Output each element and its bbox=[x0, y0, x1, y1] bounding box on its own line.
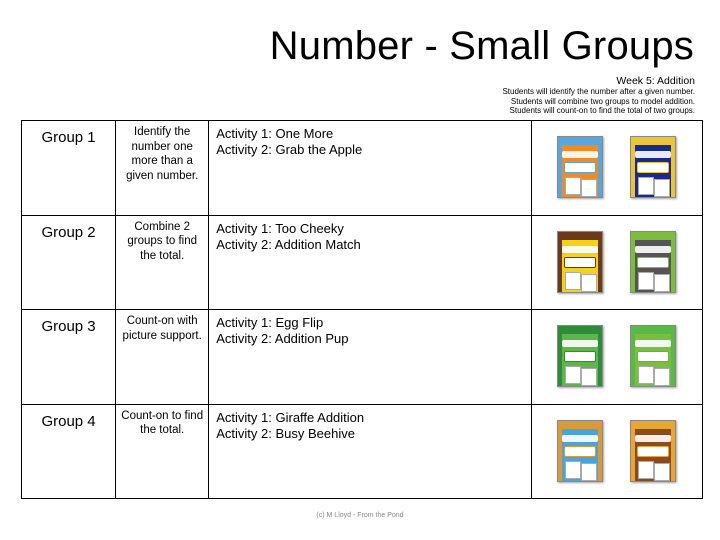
group-activities-cell bbox=[209, 121, 531, 216]
addition-match-cover-icon bbox=[630, 231, 676, 293]
group-name-cell bbox=[22, 121, 116, 216]
group-description-cell bbox=[116, 310, 209, 405]
group-description-cell bbox=[116, 121, 209, 216]
addition-pup-cover-icon bbox=[630, 325, 676, 387]
group-activities-cell bbox=[209, 215, 531, 310]
page-title: Number - Small Groups bbox=[269, 24, 694, 68]
group-resources-cell bbox=[531, 404, 702, 499]
egg-flip-cover-icon bbox=[557, 325, 603, 387]
activity-item: Activity 2: Addition Match bbox=[216, 236, 361, 252]
group-name-cell bbox=[22, 310, 116, 405]
group-description: Count-on to find the total. bbox=[121, 409, 204, 436]
group-description: Count-on with picture support. bbox=[122, 315, 202, 342]
group-name: Group 4 bbox=[41, 412, 96, 430]
group-name: Group 2 bbox=[41, 223, 96, 241]
activity-item: Activity 2: Grab the Apple bbox=[216, 142, 363, 157]
objective-2: Students will combine two groups to model addition. bbox=[510, 96, 695, 106]
group-name-cell bbox=[22, 215, 116, 310]
groups-table bbox=[21, 120, 703, 499]
group-description-cell bbox=[116, 215, 209, 310]
group-resources-cell bbox=[531, 310, 702, 405]
week-label: Week 5: Addition bbox=[616, 75, 695, 87]
group-row bbox=[22, 215, 703, 310]
group-activities-cell bbox=[209, 310, 531, 405]
group-name-cell bbox=[22, 404, 116, 499]
group-description: Combine 2 groups to find the total. bbox=[127, 220, 198, 262]
group-name: Group 3 bbox=[41, 318, 96, 335]
group-description-cell bbox=[116, 404, 209, 499]
objective-3: Students will count-on to find the total of two groups. bbox=[509, 106, 695, 115]
grab-the-apple-cover-icon bbox=[630, 136, 676, 198]
objective-1: Students will identify the number after a given number. bbox=[502, 87, 695, 96]
group-description: Identify the number one more than a given number. bbox=[126, 126, 199, 182]
group-row bbox=[22, 404, 703, 499]
copyright-footer: (c) M Lloyd - From the Pond bbox=[316, 512, 404, 519]
activity-item: Activity 1: One More bbox=[216, 126, 334, 141]
group-resources-cell bbox=[531, 215, 702, 310]
activity-item: Activity 1: Egg Flip bbox=[216, 315, 324, 330]
giraffe-addition-cover-icon bbox=[557, 420, 603, 482]
busy-beehive-cover-icon bbox=[630, 420, 676, 482]
activity-item: Activity 2: Busy Beehive bbox=[216, 425, 355, 441]
group-row bbox=[22, 121, 703, 216]
activity-item: Activity 1: Giraffe Addition bbox=[216, 409, 365, 425]
too-cheeky-cover-icon bbox=[557, 231, 603, 293]
activity-item: Activity 1: Too Cheeky bbox=[216, 220, 344, 236]
group-resources-cell bbox=[531, 121, 702, 216]
group-name: Group 1 bbox=[41, 129, 96, 146]
group-activities-cell bbox=[209, 404, 531, 499]
lesson-info bbox=[502, 76, 695, 116]
activity-item: Activity 2: Addition Pup bbox=[216, 331, 349, 346]
group-row bbox=[22, 310, 703, 405]
one-more-print-play-cover-icon bbox=[557, 136, 603, 198]
